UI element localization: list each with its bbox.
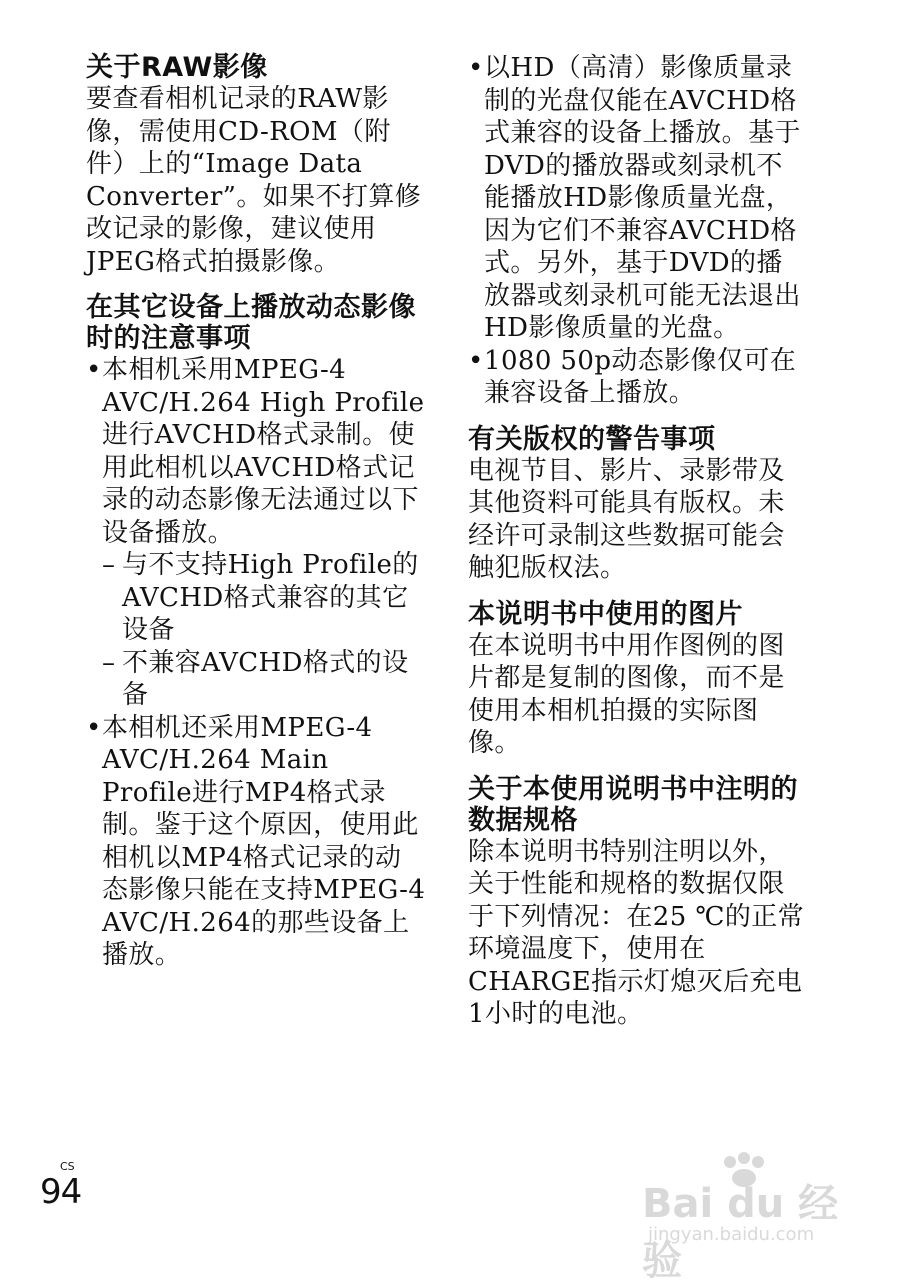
illustrations-section — [468, 599, 808, 760]
list-item: • 以HD（高清）影像质量录制的光盘仅能在AVCHD格式兼容的设备上播放。基于DVD的播放器或刻录机不能播放HD影像质量光盘，因为它们不兼容AVCHD格式。另外，基于DVD的播放器或刻录机可能无法退出HD影像质量的光盘。 — [468, 52, 808, 345]
list-item — [86, 354, 426, 712]
illustrations-heading: 本说明书中使用的图片 — [468, 598, 743, 630]
list-item: – 不兼容AVCHD格式的设备 — [102, 647, 426, 712]
copyright-heading: 有关版权的警告事项 — [468, 423, 716, 455]
list-item: • 1080 50p动态影像仅可在兼容设备上播放。 — [468, 345, 808, 410]
data-specs-heading: 关于本使用说明书中注明的数据规格 — [468, 773, 798, 836]
incompatible-devices-list — [102, 549, 426, 712]
list-item: – 与不支持High Profile的AVCHD格式兼容的其它设备 — [102, 549, 426, 647]
left-column — [86, 52, 426, 986]
watermark-brand: Bai du 经验 — [642, 1181, 839, 1284]
data-specs-section — [468, 774, 808, 1031]
copyright-section — [468, 424, 808, 585]
raw-images-heading: 关于RAW影像 — [86, 52, 268, 83]
playback-notes-list — [86, 354, 426, 972]
playback-notes-section — [86, 292, 426, 972]
illustrations-body: 在本说明书中用作图例的图片都是复制的图像，而不是使用本相机拍摄的实际图像。 — [468, 630, 785, 758]
language-code: CS — [60, 1160, 75, 1173]
watermark-url: jingyan.baidu.com — [648, 1224, 815, 1245]
playback-notes-continued — [468, 52, 808, 410]
copyright-body: 电视节目、影片、录影带及其他资料可能具有版权。未经许可录制这些数据可能会触犯版权法。 — [468, 455, 785, 583]
playback-notes-list-continued — [468, 52, 808, 410]
raw-images-section — [86, 52, 426, 278]
page-number: 94 — [40, 1172, 82, 1212]
data-specs-body: 除本说明书特别注明以外，关于性能和规格的数据仅限于下列情况：在25 ℃的正常环境温度下，使用在CHARGE指示灯熄灭后充电1小时的电池。 — [468, 836, 805, 1029]
baidu-watermark-logo — [642, 1148, 852, 1284]
right-column — [468, 52, 808, 1045]
raw-images-body: 要查看相机记录的RAW影像，需使用CD-ROM（附件）上的“Image Data Converter”。如果不打算修改记录的影像，建议使用JPEG格式拍摄影像。 — [86, 84, 422, 277]
avchd-high-profile-text: 本相机采用MPEG-4 AVC/H.264 High Profile进行AVCHD格式录制。使用此相机以AVCHD格式记录的动态影像无法通过以下设备播放。 — [102, 355, 425, 548]
list-item: • 本相机还采用MPEG-4 AVC/H.264 Main Profile进行MP4格式录制。鉴于这个原因，使用此相机以MP4格式记录的动态影像只能在支持MPEG-4 AVC/H.264的那些设备上播放。 — [86, 712, 426, 972]
playback-notes-heading: 在其它设备上播放动态影像时的注意事项 — [86, 292, 416, 354]
